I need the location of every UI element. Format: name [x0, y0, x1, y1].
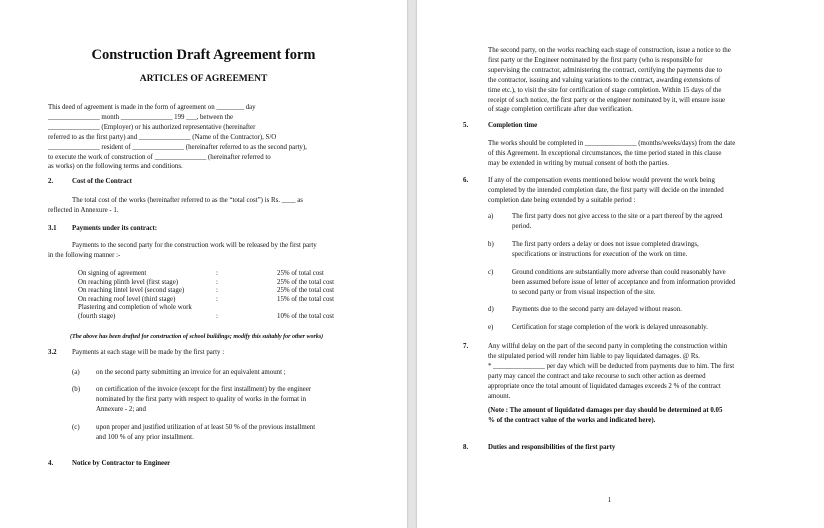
section-3-1-body [48, 241, 351, 261]
section-3-2-number: 3.2 [48, 349, 57, 356]
body-line: first party or the Engineer nominated by the first party (who is responsible for [488, 56, 703, 64]
section-3-1-heading: Payments under its contract: [72, 225, 158, 232]
schedule-row [78, 269, 358, 278]
item-label: d) [488, 306, 494, 313]
item-text [512, 305, 768, 315]
body-line: If any of the compensation events mentioned below would prevent the work being [488, 177, 715, 184]
schedule-sep: : [216, 278, 218, 286]
intro-line: This deed of agreement is made in the form of agreement on ________ day [48, 104, 256, 111]
intro-line: _______________ (Employer) or his authorized representative (hereinafter [48, 123, 256, 131]
item-line: been assumed before issue of letter of acceptance and from information provided [512, 278, 736, 286]
schedule-pct: 25% of the total cost [277, 287, 335, 295]
schedule-row [78, 286, 358, 295]
body-line: reflected in Annexure - 1. [48, 206, 119, 214]
body-line: appropriate once the total amount of liquidated damages exceeds 2 % of the contract [488, 382, 721, 390]
section-6-body [488, 176, 768, 206]
item-line: specifications or instructions for execution of the work on time. [512, 250, 688, 258]
body-line: Payments to the second party for the construction work will be released by the first party [72, 242, 317, 249]
section-5-number: 5. [463, 122, 469, 129]
body-line: receipt of such notice, the first party or the engineer nominated by it, will ensure issue [488, 96, 726, 104]
intro-line: _______________ resident of _______________ (hereinafter referred to as the second party), [48, 143, 307, 151]
item-line: and 100 % of any prior installment. [96, 433, 194, 441]
section-3-2-text: Payments at each stage will be made by the first party : [72, 349, 225, 356]
note-line: (Note : The amount of liquidated damages per day should be determined at 0.05 [488, 407, 723, 414]
body-line: completion date being extended by a suitable period : [488, 196, 636, 204]
schedule-stage: On signing of agreement [78, 270, 147, 277]
body-line: completed by the intended completion date, the first party will decide on the intended [488, 186, 724, 194]
liquidated-damages-note [488, 406, 768, 426]
payment-schedule [78, 269, 358, 321]
item-line: nominated by the first party with respect to quality of works in the format in [96, 395, 307, 403]
schedule-stage: On reaching lintel level (second stage) [78, 287, 185, 295]
intro-paragraph [48, 103, 351, 172]
body-line: The second party, on the works reaching each stage of construction, issue a notice to the [488, 47, 731, 54]
item-line: to second party or from visual inspection of the site. [512, 288, 656, 296]
body-line: the contractor, issuing and valuing variations to the contract, awarding extensions of [488, 76, 721, 84]
body-line: may be extended in writing by mutual consent of both the parties. [488, 159, 670, 167]
body-line: amount. [488, 392, 511, 400]
item-label: e) [488, 324, 494, 331]
section-8-heading: Duties and responsibilities of the first party [488, 444, 616, 451]
item-label: (b) [72, 386, 81, 393]
schedule-stage: On reaching roof level (third stage) [78, 295, 176, 303]
schedule-pct: 15% of the total cost [277, 295, 335, 303]
body-line: The works should be completed in _______________ (months/weeks/days) from the date [488, 140, 736, 147]
schedule-pct: 25% of total cost [277, 270, 324, 277]
item-line: period. [512, 222, 532, 230]
body-line: supervising the contractor, administering the contract, certifying the payments due to [488, 66, 722, 74]
item-line: Payments due to the second party are delayed without reason. [512, 306, 682, 313]
schedule-row [78, 278, 358, 287]
section-2-body [48, 196, 351, 216]
document-subtitle: ARTICLES OF AGREEMENT [139, 74, 268, 84]
intro-line: as works) on the following terms and conditions. [48, 163, 183, 171]
body-line: of stage completion certificate after due verification. [488, 106, 633, 114]
body-line: The total cost of the works (hereinafter referred to as the “total cost”) is Rs. ____ as [72, 197, 303, 204]
item-line: Ground conditions are substantially more adverse than could reasonably have [512, 269, 726, 276]
body-line: * _______________ per day which will be deducted from payments due to him. The first [488, 362, 735, 370]
schedule-sep: : [216, 295, 218, 303]
schedule-sep: : [216, 287, 218, 295]
schedule-row [78, 295, 358, 304]
section-8-number: 8. [463, 444, 469, 451]
item-text [512, 268, 768, 298]
body-line: time etc.), to visit the site for certification of stage completion. Within 15 days of the [488, 86, 722, 94]
body-line: of this Agreement. In exceptional circumstances, the time period stated in this clause [488, 149, 722, 157]
schedule-stage: Plastering and completion of whole work [78, 304, 192, 312]
body-line: in the following manner :- [48, 251, 121, 259]
section-5-heading: Completion time [488, 122, 538, 129]
item-line: Annexure - 2; and [96, 405, 146, 413]
item-line: upon proper and justified utilization of at least 50 % of the previous installment [96, 424, 316, 431]
section-3-1-number: 3.1 [48, 225, 57, 232]
body-line: Any willful delay on the part of the second party in completing the construction within [488, 343, 728, 350]
document-title: Construction Draft Agreement form [91, 47, 316, 63]
item-text [512, 212, 768, 232]
item-label: c) [488, 269, 494, 276]
schedule-row [78, 312, 358, 321]
document-page-1 [0, 0, 407, 528]
item-label: a) [488, 213, 494, 220]
item-line: The first party does not give access to the site or a part thereof by the agreed [512, 213, 723, 220]
note-line: % of the contract value of the works and indicated here). [488, 416, 656, 424]
item-line: The first party orders a delay or does not issue completed drawings, [512, 241, 699, 248]
intro-line: to execute the work of construction of _______________ (hereinafter referred to [48, 153, 271, 161]
item-label: b) [488, 241, 494, 248]
section-6-number: 6. [463, 177, 469, 184]
item-line: on certification of the invoice (except for the first installment) by the engineer [96, 386, 312, 393]
section-4-heading: Notice by Contractor to Engineer [72, 460, 171, 467]
item-text [512, 323, 768, 333]
schedule-pct: 10% of the total cost [277, 312, 335, 320]
schedule-sep: : [216, 270, 218, 277]
section-2-heading: Cost of the Contract [72, 178, 132, 185]
item-line: Certification for stage completion of the work is delayed unreasonably. [512, 324, 708, 331]
schedule-sep: : [216, 312, 218, 320]
section-4-number: 4. [48, 460, 54, 467]
item-label: (a) [72, 369, 80, 376]
document-page-2 [417, 0, 824, 528]
body-line: the stipulated period will render him liable to pay liquidated damages. @ Rs. [488, 352, 700, 360]
item-label: (c) [72, 424, 80, 431]
schedule-stage: On reaching plinth level (first stage) [78, 278, 179, 286]
body-line: party may cancel the contract and take recourse to such other action as deemed [488, 372, 706, 380]
schedule-row [78, 303, 358, 312]
item-text [96, 368, 354, 378]
item-line: on the second party submitting an invoice for an equivalent amount ; [96, 369, 286, 376]
item-text [96, 423, 354, 443]
drafting-note: (The above has been drafted for construction of school buildings; modify this suitably for other works) [70, 334, 324, 340]
item-text [96, 385, 354, 415]
section-7-number: 7. [463, 343, 469, 350]
section-2-number: 2. [48, 178, 54, 185]
page-number: 1 [607, 497, 612, 504]
intro-line: _______________ month _______________ 199 ___, between the [48, 113, 234, 121]
schedule-stage: (fourth stage) [78, 312, 116, 320]
section-7-body [488, 342, 768, 401]
notice-paragraph [488, 46, 768, 115]
section-5-body [488, 139, 768, 169]
intro-line: referred to as the first party) and _______________ (Name of the Contractor), S/O [48, 133, 277, 141]
schedule-pct: 25% of the total cost [277, 278, 335, 286]
item-text [512, 240, 768, 260]
